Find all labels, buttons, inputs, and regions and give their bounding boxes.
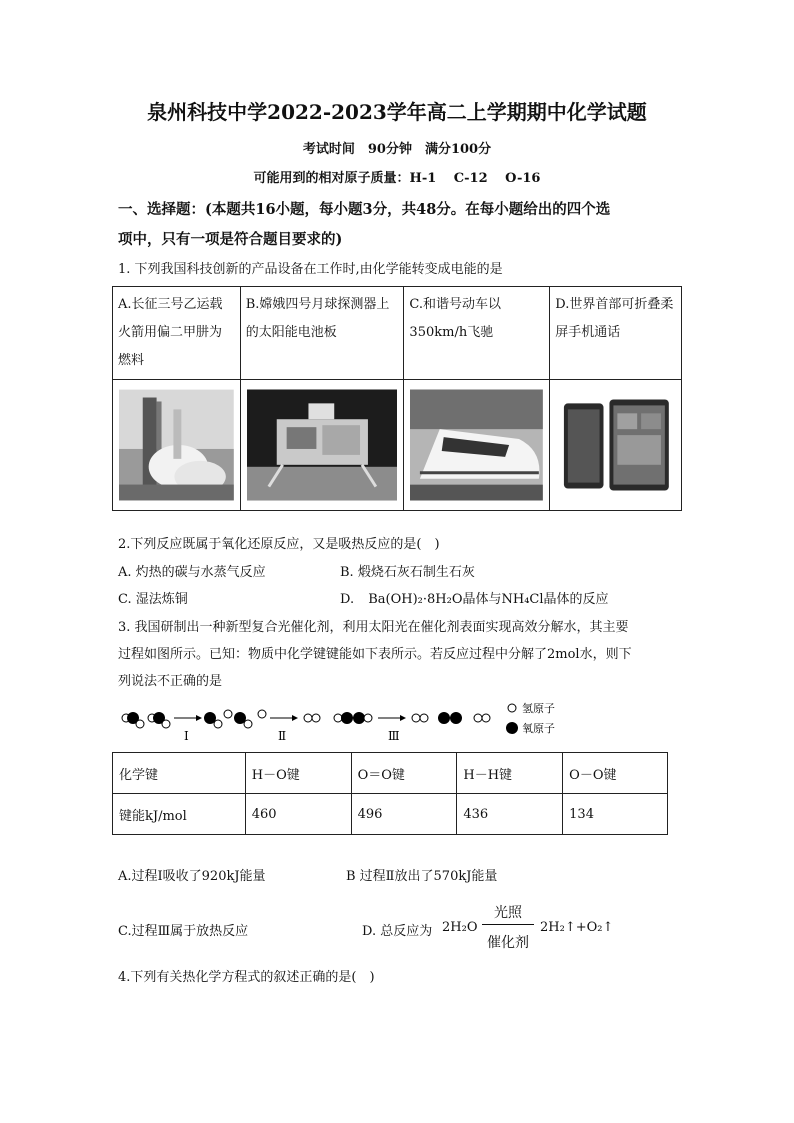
q2-option-a: A. 灼热的碳与水蒸气反应	[118, 565, 266, 580]
q2-option-c: C. 湿法炼铜	[118, 592, 188, 607]
q2-option-b: B. 煅烧石灰石制生石灰	[340, 565, 475, 580]
q3-stem-line2: 过程如图所示。已知：物质中化学键键能如下表所示。若反应过程中分解了2mol水，则下	[118, 647, 632, 662]
q3-option-d-prefix: D. 总反应为	[362, 924, 433, 939]
atomic-mass-info: 可能用到的相对原子质量：H-1 C-12 O-16	[253, 171, 541, 186]
bond-header-oo-double: O＝O键	[351, 753, 457, 794]
bond-header-hh: H－H键	[457, 753, 563, 794]
hydrogen-molecule-1	[304, 714, 320, 722]
bond-energy-ho: 460	[245, 794, 351, 835]
oxygen-molecule	[438, 712, 462, 724]
q3-option-d-lhs: 2H₂O	[442, 920, 478, 935]
section1-line1: 一、选择题：(本题共16小题，每小题3分，共48分。在每小题给出的四个选	[118, 201, 611, 218]
legend-hydrogen-label: 氢原子	[522, 702, 555, 715]
q3-option-a: A.过程Ⅰ吸收了920kJ能量	[118, 869, 266, 884]
water-molecules-initial	[122, 712, 170, 728]
q3-option-d-rhs: 2H₂↑+O₂↑	[540, 920, 614, 935]
hydrogen-molecule-2	[412, 714, 428, 722]
legend-hydrogen-icon	[508, 704, 516, 712]
foldable-phone-photo	[556, 389, 675, 501]
rocket-launch-photo	[119, 389, 234, 501]
q3-option-c: C.过程Ⅲ属于放热反应	[118, 924, 249, 939]
q3-option-d-condition-bottom: 催化剂	[487, 935, 529, 951]
q2-option-d-formula: Ba(OH)₂·8H₂O晶体与NH₄Cl晶体的反应	[368, 592, 609, 607]
page-title: 泉州科技中学2022-2023学年高二上学期期中化学试题	[147, 100, 647, 124]
q3-option-b: B 过程Ⅱ放出了570kJ能量	[346, 869, 498, 884]
bond-energy-row-label: 键能kJ/mol	[113, 794, 246, 835]
legend-oxygen-icon	[506, 722, 518, 734]
section1-line2: 项中，只有一项是符合题目要求的)	[118, 231, 343, 248]
q2-stem: 2.下列反应既属于氧化还原反应，又是吸热反应的是( )	[118, 537, 440, 552]
q3-stem-line1: 3. 我国研制出一种新型复合光催化剂，利用太阳光在催化剂表面实现高效分解水，其主要	[118, 620, 629, 635]
q3-stem-line3: 列说法不正确的是	[118, 674, 223, 689]
q1-option-c-label: C.和谐号动车以350km/h飞驰	[404, 287, 550, 380]
bond-energy-oo-single: 134	[563, 794, 668, 835]
q1-option-a-label: A.长征三号乙运载火箭用偏二甲肼为燃料	[113, 287, 241, 380]
q3-option-d-condition-top: 光照	[494, 905, 522, 921]
q2-option-d	[340, 588, 609, 607]
q4-stem: 4.下列有关热化学方程式的叙述正确的是( )	[118, 970, 375, 985]
intermediate-1	[204, 710, 266, 728]
q1-option-d-image	[550, 380, 682, 511]
lunar-lander-photo	[247, 389, 398, 501]
q2-option-d-prefix: D.	[340, 592, 355, 607]
peroxide-intermediate	[334, 712, 372, 724]
bond-header-oo-single: O－O键	[563, 753, 668, 794]
q1-stem: 1. 下列我国科技创新的产品设备在工作时,由化学能转变成电能的是	[118, 262, 503, 277]
q3-option-d-reaction-line	[482, 924, 534, 925]
legend-oxygen-label: 氧原子	[522, 722, 555, 735]
step1-label: Ⅰ	[184, 729, 189, 743]
bond-header-name: 化学键	[113, 753, 246, 794]
water-splitting-diagram	[118, 696, 578, 748]
bond-energy-oo-double: 496	[351, 794, 457, 835]
q1-options-table	[112, 286, 682, 511]
q1-option-b-image	[240, 380, 404, 511]
q1-option-d-label: D.世界首部可折叠柔屏手机通话	[550, 287, 682, 380]
q1-option-c-image	[404, 380, 550, 511]
high-speed-train-photo	[410, 389, 543, 501]
step2-label: Ⅱ	[278, 729, 287, 743]
step3-label: Ⅲ	[388, 729, 400, 743]
bond-energy-hh: 436	[457, 794, 563, 835]
bond-energy-table	[112, 752, 668, 835]
q1-option-a-image	[113, 380, 241, 511]
bond-header-ho: H－O键	[245, 753, 351, 794]
q1-option-b-label: B.嫦娥四号月球探测器上的太阳能电池板	[240, 287, 404, 380]
exam-info: 考试时间 90分钟 满分100分	[302, 142, 492, 157]
hydrogen-molecule-3	[474, 714, 490, 722]
